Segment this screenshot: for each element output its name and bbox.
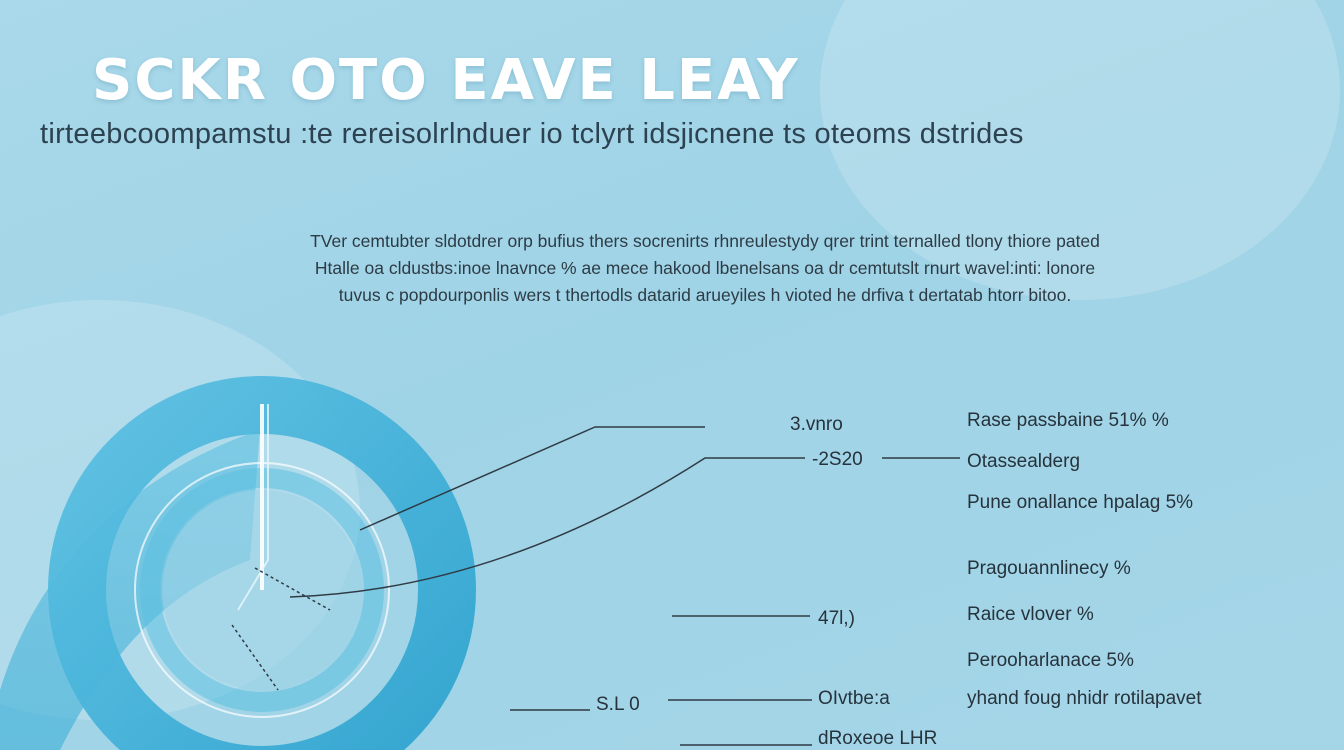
legend-item: Pune onallance hpalag 5% (967, 492, 1194, 513)
diagram-label: -2S20 (812, 449, 863, 470)
legend-item: Rase passbaine 51% % (967, 410, 1169, 431)
paragraph-line: Htalle oa cldustbs:inoe lnavnce % ae mece hakood lbenelsans oa dr cemtutslt rnurt wavel:inti: lonore (314, 258, 1096, 278)
diagram-label: 47l,) (818, 608, 855, 629)
diagram-label: 3.vnro (790, 414, 843, 435)
legend-item: yhand foug nhidr rotilapavet (967, 688, 1202, 709)
diagram-label: S.L 0 (596, 694, 640, 715)
paragraph-line: tuvus c popdourponlis wers t thertodls datarid arueyiles h vioted he drfiva t dertatab htorr bitoo. (338, 285, 1072, 305)
legend-item: Raice vlover % (967, 604, 1094, 625)
page-title: SCKR OTO EAVE LEAY (92, 48, 800, 113)
paragraph-line: TVer cemtubter sldotdrer orp bufius thers socrenirts rhnreulestydy qrer trint ternalled tlony thiore pated (310, 231, 1100, 251)
legend-item: Perooharlanace 5% (967, 650, 1134, 671)
diagram-label: OIvtbe:a (818, 688, 890, 709)
legend-item: Pragouannlinecy % (967, 558, 1131, 579)
legend-item: Otassealderg (967, 451, 1081, 472)
page-subtitle: tirteebcoompamstu :te rereisolrlnduer io tclyrt idsjicnene ts oteoms dstrides (40, 118, 1024, 150)
legend-item: dRoxeoe LHR (818, 728, 938, 749)
